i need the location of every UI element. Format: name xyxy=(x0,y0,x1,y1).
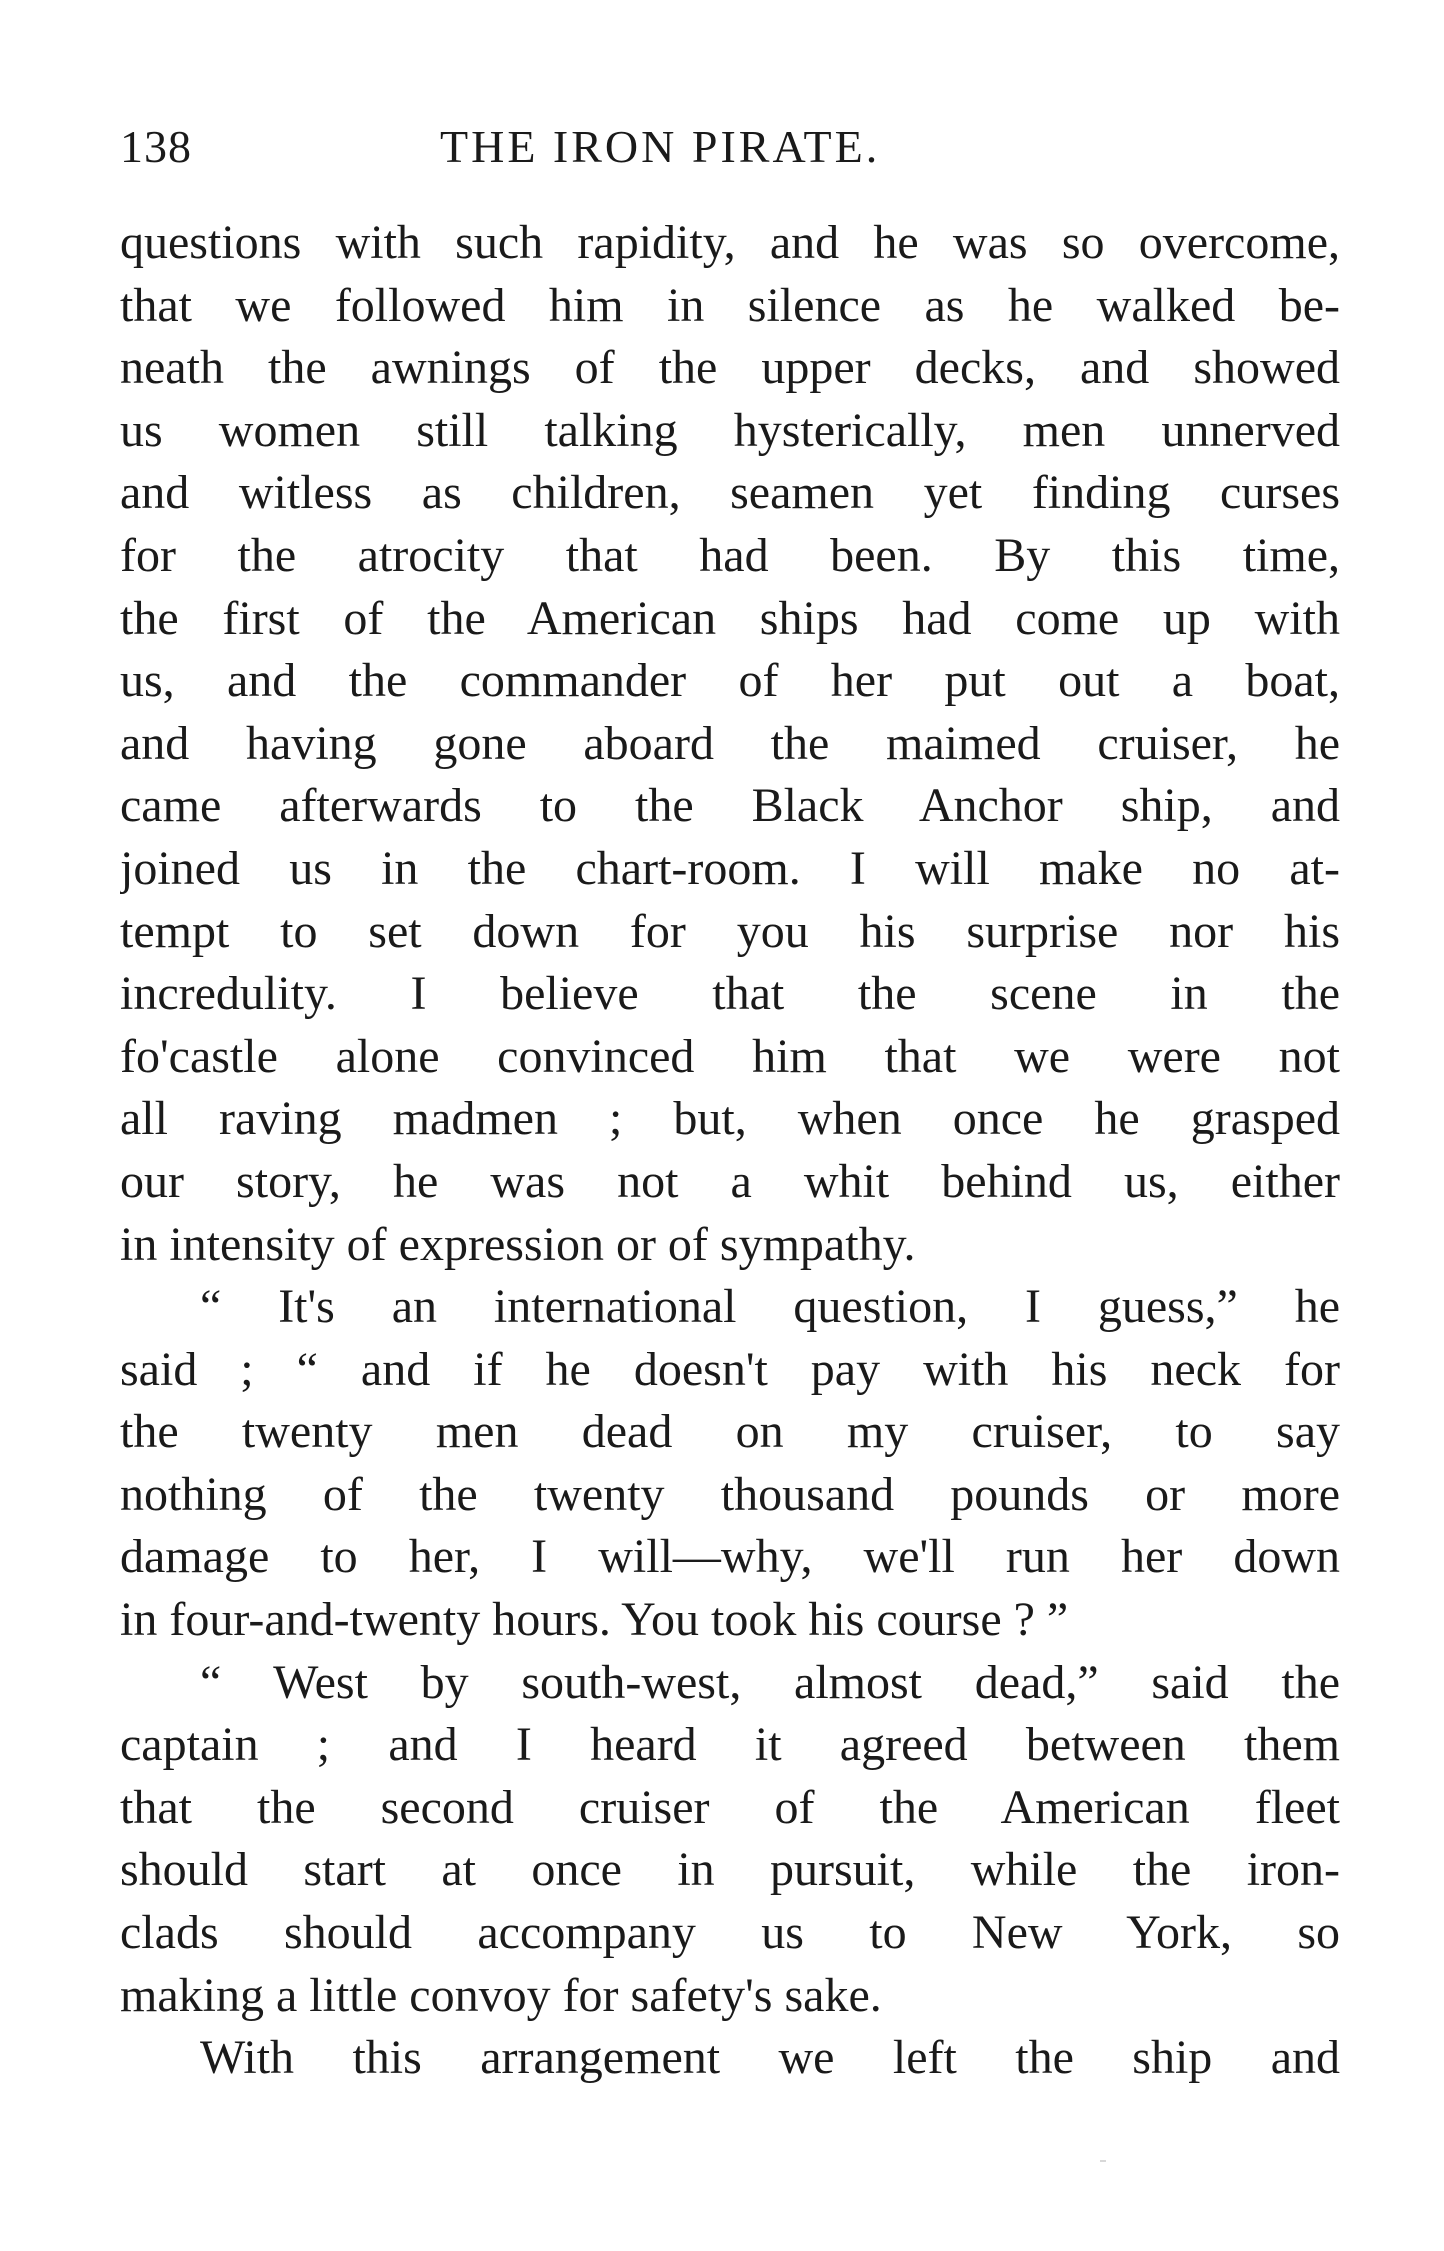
text-line: that the second cruiser of the American fleet xyxy=(120,1780,1340,1834)
page-number: 138 xyxy=(120,121,192,172)
paragraph-end-line: making a little convoy for safety's sake. xyxy=(120,1968,882,2022)
text-line: incredulity. I believe that the scene in the xyxy=(120,967,1340,1021)
text-line: joined us in the chart-room. I will make no at- xyxy=(120,841,1340,895)
text-line: and having gone aboard the maimed cruiser, he xyxy=(120,716,1340,770)
text-line: should start at once in pursuit, while the iron- xyxy=(120,1843,1340,1897)
text-line: our story, he was not a whit behind us, either xyxy=(120,1154,1340,1208)
body-text xyxy=(120,212,1340,2090)
text-line: all raving madmen ; but, when once he grasped xyxy=(120,1092,1340,1146)
text-line: captain ; and I heard it agreed between them xyxy=(120,1718,1340,1772)
paragraph-start-line: “ West by south-west, almost dead,” said the xyxy=(200,1655,1340,1709)
text-line: and witless as children, seamen yet finding curses xyxy=(120,466,1340,520)
print-speck xyxy=(1100,2160,1106,2162)
text-line: clads should accompany us to New York, so xyxy=(120,1906,1340,1960)
text-line: damage to her, I will—why, we'll run her down xyxy=(120,1530,1340,1584)
running-head xyxy=(120,112,1340,182)
text-line: said ; “ and if he doesn't pay with his neck for xyxy=(120,1342,1340,1396)
text-line: us, and the commander of her put out a boat, xyxy=(120,654,1340,708)
paragraph-start-line: With this arrangement we left the ship and xyxy=(200,2031,1340,2085)
paragraph-end-line: in intensity of expression or of sympathy. xyxy=(120,1217,916,1271)
text-line: fo'castle alone convinced him that we were not xyxy=(120,1029,1340,1083)
paragraph-start-line: “ It's an international question, I guess,” he xyxy=(200,1280,1340,1334)
text-line: neath the awnings of the upper decks, and showed xyxy=(120,341,1340,395)
text-line: that we followed him in silence as he walked be- xyxy=(120,278,1340,332)
text-line: the twenty men dead on my cruiser, to say xyxy=(120,1405,1340,1459)
text-line: tempt to set down for you his surprise nor his xyxy=(120,904,1340,958)
text-line: for the atrocity that had been. By this time, xyxy=(120,528,1340,582)
text-line: questions with such rapidity, and he was so overcome, xyxy=(120,216,1340,269)
text-line: came afterwards to the Black Anchor ship, and xyxy=(120,779,1340,833)
running-title: THE IRON PIRATE. xyxy=(440,121,881,172)
text-line: the first of the American ships had come up with xyxy=(120,591,1340,645)
text-line: us women still talking hysterically, men unnerved xyxy=(120,403,1340,457)
paragraph-end-line: in four-and-twenty hours. You took his course ? ” xyxy=(120,1593,1069,1647)
text-line: nothing of the twenty thousand pounds or more xyxy=(120,1467,1340,1521)
